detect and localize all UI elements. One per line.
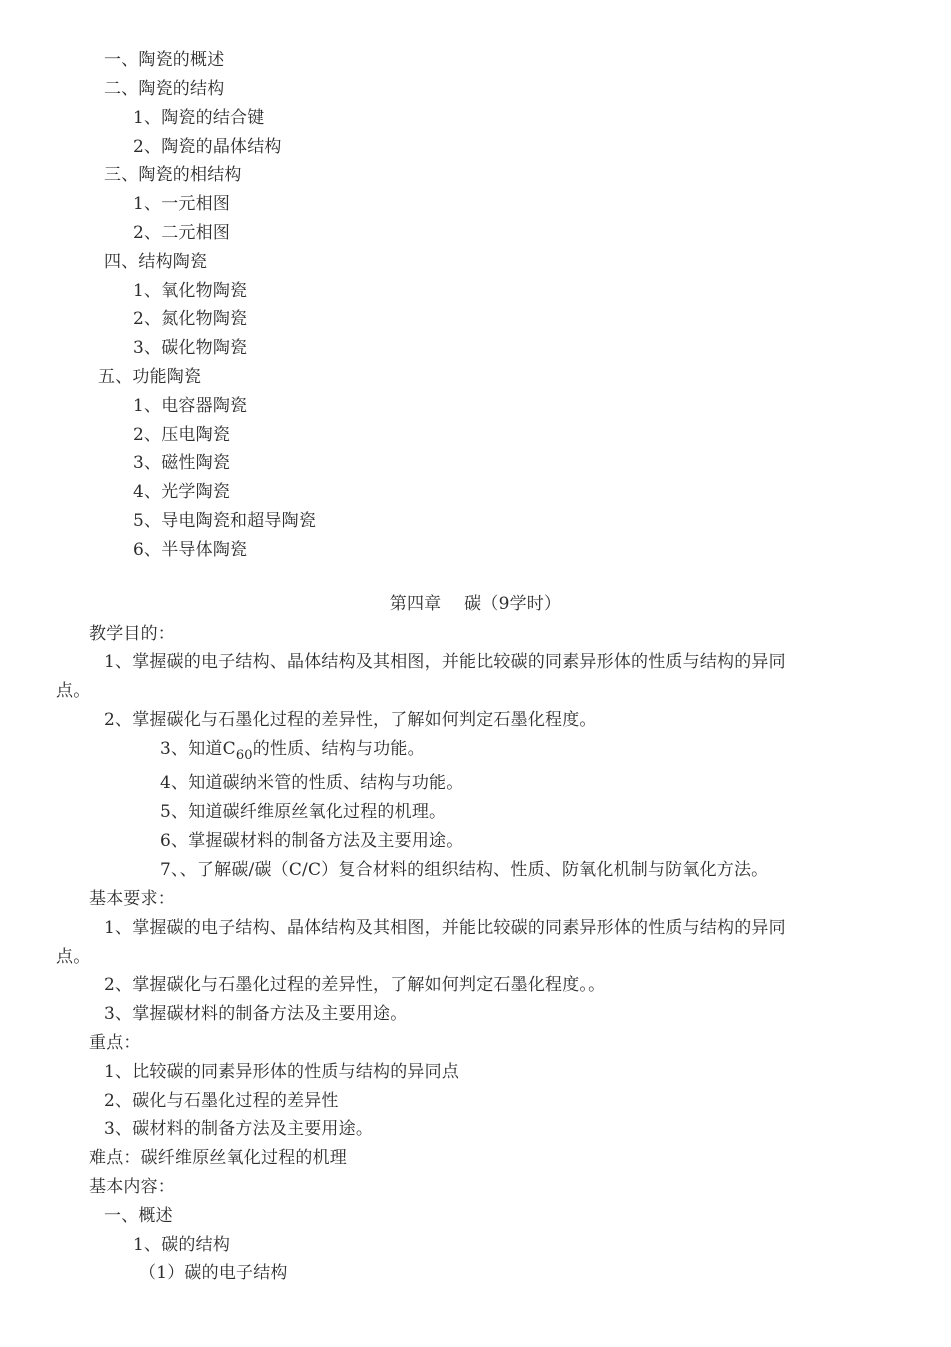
outline-item: 四、结构陶瓷 xyxy=(104,252,208,272)
paragraph-line xyxy=(160,738,425,763)
outline-item: 2、二元相图 xyxy=(133,223,231,243)
paragraph-line: 1、掌握碳的电子结构、晶体结构及其相图，并能比较碳的同素异形体的性质与结构的异同 xyxy=(104,918,786,938)
paragraph-line: 7、、了解碳/碳（C/C）复合材料的组织结构、性质、防氧化机制与防氧化方法。 xyxy=(160,860,769,880)
paragraph-line: 5、知道碳纤维原丝氧化过程的机理。 xyxy=(160,802,447,822)
outline-item: 1、陶瓷的结合键 xyxy=(133,108,265,128)
section-heading: 教学目的： xyxy=(89,624,175,644)
outline-item: 1、一元相图 xyxy=(133,194,231,214)
difficulty-line: 难点：碳纤维原丝氧化过程的机理 xyxy=(89,1148,347,1168)
paragraph-line: 1、碳的结构 xyxy=(133,1235,231,1255)
section-heading: 基本要求： xyxy=(89,889,175,909)
paragraph-line: 2、掌握碳化与石墨化过程的差异性，了解如何判定石墨化程度。 xyxy=(104,710,597,730)
outline-item: 5、导电陶瓷和超导陶瓷 xyxy=(133,511,317,531)
chapter-title: 第四章 碳（9学时） xyxy=(389,594,562,614)
section-heading: 重点： xyxy=(89,1033,141,1053)
paragraph-line: 点。 xyxy=(56,947,91,967)
text-run: 3、知道C xyxy=(160,739,236,759)
outline-item: 3、碳化物陶瓷 xyxy=(133,338,248,358)
paragraph-line: 3、碳材料的制备方法及主要用途。 xyxy=(104,1119,374,1139)
paragraph-line: 1、比较碳的同素异形体的性质与结构的异同点 xyxy=(104,1062,460,1082)
subscript: 60 xyxy=(235,748,253,763)
text-run: 的性质、结构与功能。 xyxy=(252,739,425,759)
outline-item: 一、陶瓷的概述 xyxy=(104,50,225,70)
paragraph-line: 6、掌握碳材料的制备方法及主要用途。 xyxy=(160,831,464,851)
outline-item: 二、陶瓷的结构 xyxy=(104,79,225,99)
outline-item: 3、磁性陶瓷 xyxy=(133,453,231,473)
paragraph-line: 一、概述 xyxy=(104,1206,173,1226)
outline-item: 1、电容器陶瓷 xyxy=(133,396,248,416)
outline-item: 2、陶瓷的晶体结构 xyxy=(133,137,282,157)
paragraph-line: 点。 xyxy=(56,681,91,701)
outline-item: 2、氮化物陶瓷 xyxy=(133,309,248,329)
outline-item: 6、半导体陶瓷 xyxy=(133,540,248,560)
section-heading: 基本内容： xyxy=(89,1177,175,1197)
outline-item: 1、氧化物陶瓷 xyxy=(133,281,248,301)
outline-item: 2、压电陶瓷 xyxy=(133,425,231,445)
paragraph-line: 2、掌握碳化与石墨化过程的差异性，了解如何判定石墨化程度。。 xyxy=(104,975,606,995)
paragraph-line: （1）碳的电子结构 xyxy=(139,1263,288,1283)
paragraph-line: 1、掌握碳的电子结构、晶体结构及其相图，并能比较碳的同素异形体的性质与结构的异同 xyxy=(104,652,786,672)
paragraph-line: 4、知道碳纳米管的性质、结构与功能。 xyxy=(160,773,464,793)
outline-item: 4、光学陶瓷 xyxy=(133,482,231,502)
paragraph-line: 3、掌握碳材料的制备方法及主要用途。 xyxy=(104,1004,408,1024)
paragraph-line: 2、碳化与石墨化过程的差异性 xyxy=(104,1091,339,1111)
outline-item: 三、陶瓷的相结构 xyxy=(104,165,242,185)
outline-item: 五、功能陶瓷 xyxy=(98,367,202,387)
